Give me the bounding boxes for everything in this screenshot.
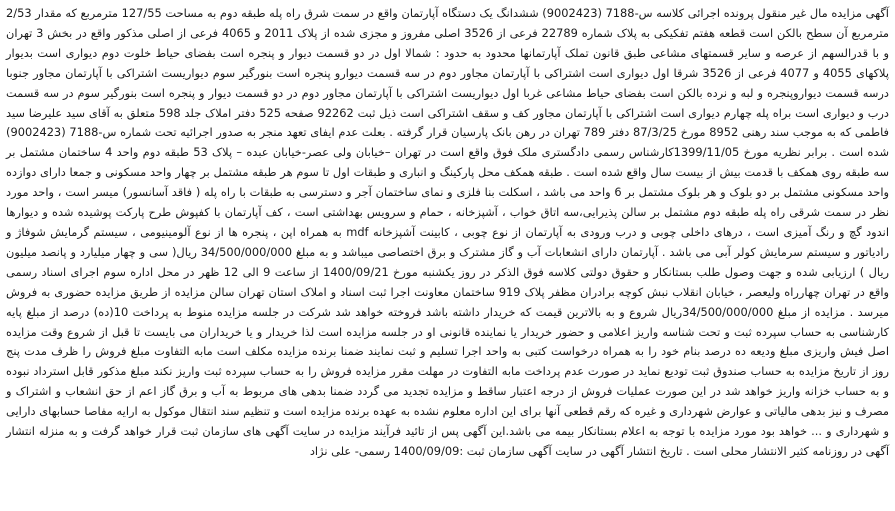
notice-text: آگهی مزایده مال غیر منقول پرونده اجرائی کلاسه س-7188 (9002423) ششدانگ یک دستگاه آپارتمان واقع در سمت شرق راه پله طبقه دوم به مساحت 127/55 مترمربع که مقدار 2/53 مترمربع آن سطح بالکن است قطعه هفتم تفکیکی به پلاک شماره 22789 فرعی از 3526 اصلی مفروز و مجزی شده از پلاک 2011 و 4065 فرعی از اصلی مذکور واقع در بخش 3 تهران و با قدرالسهم از عرصه و سایر قسمتهای مشاعی طبق قانون تملک آپارتمانها محدود به حدود : شمالا اول در دو قسمت دیوار و پنجره است بفضای حیاط خلوت دوم دیواری است بدیوار پلاکهای 4055 و 4077 فرعی از 3526 شرقا اول دیواری است اشتراکی با آپارتمان مجاور دوم در سه قسمت دیوارو پنجره است بنورگیر سوم دیواریست اشتراکی با آپارتمان مجاور جنوبا درسه قسمت دیواروپنجره و لبه و نرده بالکن است بفضای حیاط مشاعی غربا اول دیواریست اشتراکی با آپارتمان مجاور دوم در دو قسمت دیوار و پنجره است بنورگیر سوم در سه قسمت درب و دیواری است براه پله چهارم دیواری است اشتراکی با آپارتمان مجاور کف و سقف اشتراکی است ذیل ثبت 92262 صفحه 525 دفتر املاک جلد 598 متعلق به آقای سید علیرضا سید فاطمی که به موجب سند رهنی 8952 مورخ 87/3/25 دفتر 789 تهران در رهن بانک پارسیان قرار گرفته . بعلت عدم ایفای تعهد منجر به صدور اجرائیه تحت شماره س-7188 (9002423) شده است . برابر نظریه مورخ 1399/11/05کارشناس رسمی دادگستری ملک فوق واقع است در تهران –خیابان ولی عصر-خیابان عبده – پلاک 53 طبقه دوم واحد 4 ساختمان مشتمل بر سه طبقه روی همکف با قدمت بیش از بیست سال واقع شده است . طبقه همکف محل پارکینگ و انباری و طبقات اول تا سوم هر طبقه مشتمل بر چهار واحد مسکونی و جمعا دارای دوازده واحد مسکونی مشتمل بر دو بلوک و هر بلوک مشتمل بر 6 واحد می باشد ، اسکلت بنا فلزی و نمای ساختمان آجر و دسترسی به طبقات با راه پله ( فاقد آسانسور) میسر است ، واحد مورد نظر در سمت شرقی راه پله طبقه دوم مشتمل بر سالن پذیرایی،سه اتاق خواب ، آشپزخانه ، حمام و سرویس بهداشتی است ، کف آپارتمان با کفپوش طرح پارکت پوشیده شده و دیوارها اندود گچ و رنگ آمیزی است ، درهای داخلی چوبی و درب ورودی به آپارتمان از نوع چوبی ، کابینت آشپزخانه mdf به همراه اپن ، پنجره ها از نوع آلومینیومی ، سیستم گرمایش شوفاژ و رادیاتور و سیستم سرمایش کولر آبی می باشد . آپارتمان دارای انشعابات آب و گاز مشترک و برق اختصاصی میباشد و به مبلغ 34/500/000/000 ریال( سی و چهار میلیارد و پانصد میلیون ریال ) ارزیابی شده و جهت وصول طلب بستانکار و حقوق دولتی کلاسه فوق الذکر در روز یکشنبه مورخ 1400/09/21 از ساعت 9 الی 12 ظهر در محل اداره سوم اجرای اسناد رسمی واقع در تهران چهارراه ولیعصر ، خیابان انقلاب نبش کوچه برادران مظفر پلاک 919 ساختمان معاونت اجرا ثبت اسناد و املاک استان تهران سالن مزایده از طریق مزایده حضوری به فروش میرسد . مزایده از مبلغ 34/500/000/000ریال شروع و به بالاترین قیمت که خریدار داشته باشد فروخته خواهد شد شرکت در جلسه مزایده منوط به پرداخت 10(ده) درصد از مبلغ پایه کارشناسی به حساب سپرده ثبت و تحت شناسه واریز اعلامی و حضور خریدار یا نماینده قانونی او در جلسه مزایده است لذا خریدار و یا خریداران می بایست تا قبل از شروع وقت مزایده اصل فیش واریزی مبلغ ودیعه ده درصد بنام خود را به همراه درخواست کتبی به واحد اجرا تسلیم و ثبت نمایند ضمنا برنده مزایده مکلف است مابه التفاوت مبلغ فروش را ظرف مدت پنج روز از تاریخ مزایده به حساب صندوق ثبت تودیع نماید در صورت عدم پرداخت مابه التفاوت در مهلت مقرر مزایده فروش را به حساب سپرده ثبت واریز نکند مبلغ مذکور قابل استرداد نبوده و به حساب خزانه واریز خواهد شد در این صورت عملیات فروش از درجه اعتبار ساقط و مزایده تجدید می گردد ضمنا بدهی های مربوط به آب و برق گاز اعم از حق انشعاب و اشتراک و مصرف و نیز بدهی مالیاتی و عوارض شهرداری و غیره که رقم قطعی آنها برای این اداره معلوم نشده به عهده برنده مزایده است و تنظیم سند انتقال موکول به ارایه مفاصا حسابهای دارایی و شهرداری و ... خواهد بود مورد مزایده با توجه به اعلام بستانکار بیمه می باشد.این آگهی پس از تائید فرآیند مزایده در سایت آگهی های سازمان ثبت قرار خواهد گرفت و به منزله انتشار آگهی در روزنامه کثیر الانتشار محلی است . تاریخ انتشار آگهی در سایت آگهی سازمان ثبت :1400/09/09 رسمی- علی نژاد: [6, 6, 890, 458]
